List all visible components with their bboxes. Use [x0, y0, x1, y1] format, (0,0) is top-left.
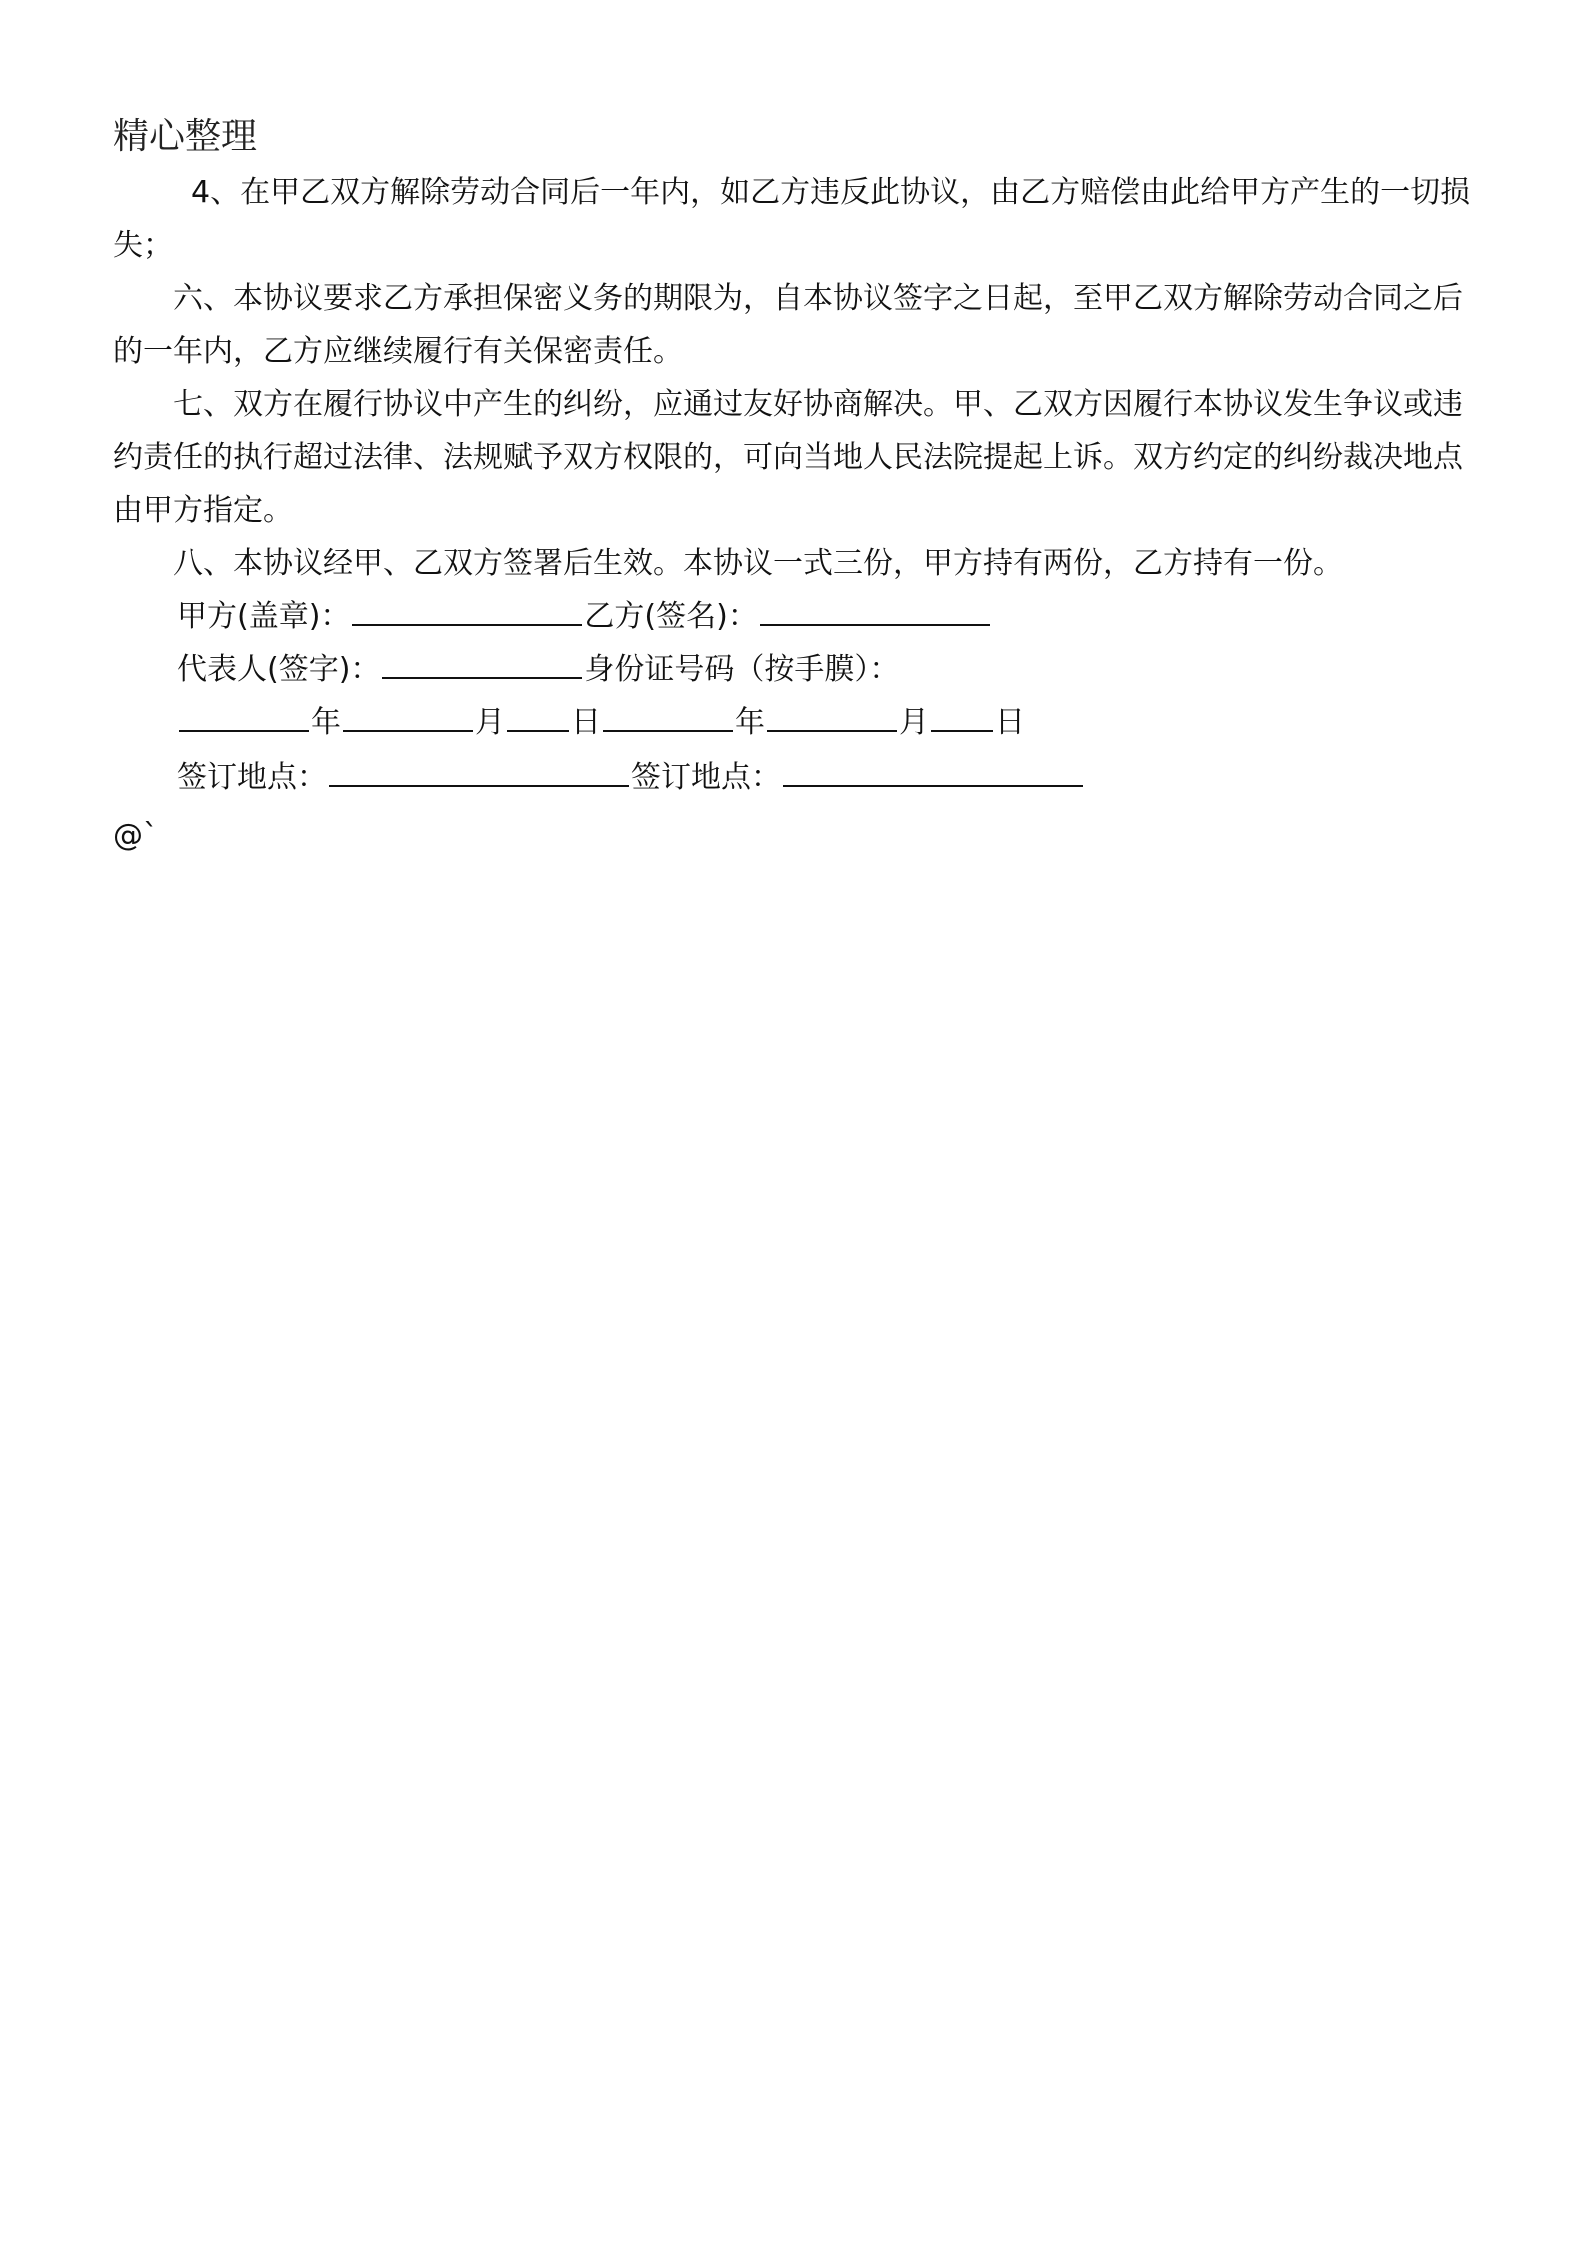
agreement-body — [113, 166, 1483, 862]
month-blank-b[interactable] — [767, 700, 897, 732]
id-number-label: 身份证号码（按手膜）： — [584, 652, 900, 687]
party-signature-line — [113, 590, 1483, 643]
day-blank-a[interactable] — [507, 700, 569, 732]
party-b-label: 乙方(签名)： — [584, 599, 758, 634]
month-label-a: 月 — [475, 705, 505, 740]
trailing-mark: @` — [113, 818, 158, 853]
representative-blank[interactable] — [382, 647, 582, 679]
signing-place-blank-b[interactable] — [783, 755, 1083, 787]
clause-4: 4、在甲乙双方解除劳动合同后一年内，如乙方违反此协议，由乙方赔偿由此给甲方产生的一切损失； — [113, 175, 1471, 263]
month-label-b: 月 — [899, 705, 929, 740]
year-blank-a[interactable] — [179, 700, 309, 732]
party-a-blank[interactable] — [352, 594, 582, 626]
day-label-b: 日 — [995, 705, 1025, 740]
clause-7: 七、双方在履行协议中产生的纠纷，应通过友好协商解决。甲、乙双方因履行本协议发生争议或违约责任的执行超过法律、法规赋予双方权限的，可向当地人民法院提起上诉。双方约定的纠纷裁决地点由甲方指定。 — [113, 387, 1463, 528]
year-label-b: 年 — [735, 705, 765, 740]
day-label-a: 日 — [571, 705, 601, 740]
representative-label: 代表人(签字)： — [177, 652, 381, 687]
date-line — [113, 696, 1483, 749]
representative-line — [113, 643, 1483, 696]
month-blank-a[interactable] — [343, 700, 473, 732]
header-note: 精心整理 — [113, 116, 258, 157]
year-blank-b[interactable] — [603, 700, 733, 732]
signing-place-line — [113, 751, 1483, 809]
clause-6: 六、本协议要求乙方承担保密义务的期限为，自本协议签字之日起，至甲乙双方解除劳动合同之后的一年内，乙方应继续履行有关保密责任。 — [113, 281, 1463, 369]
signing-place-label-b: 签订地点： — [631, 760, 781, 795]
year-label-a: 年 — [311, 705, 341, 740]
signing-place-label-a: 签订地点： — [177, 760, 327, 795]
clause-8: 八、本协议经甲、乙双方签署后生效。本协议一式三份，甲方持有两份，乙方持有一份。 — [173, 546, 1343, 581]
party-b-blank[interactable] — [760, 594, 990, 626]
party-a-label: 甲方(盖章)： — [177, 599, 351, 634]
signing-place-blank-a[interactable] — [329, 755, 629, 787]
day-blank-b[interactable] — [931, 700, 993, 732]
